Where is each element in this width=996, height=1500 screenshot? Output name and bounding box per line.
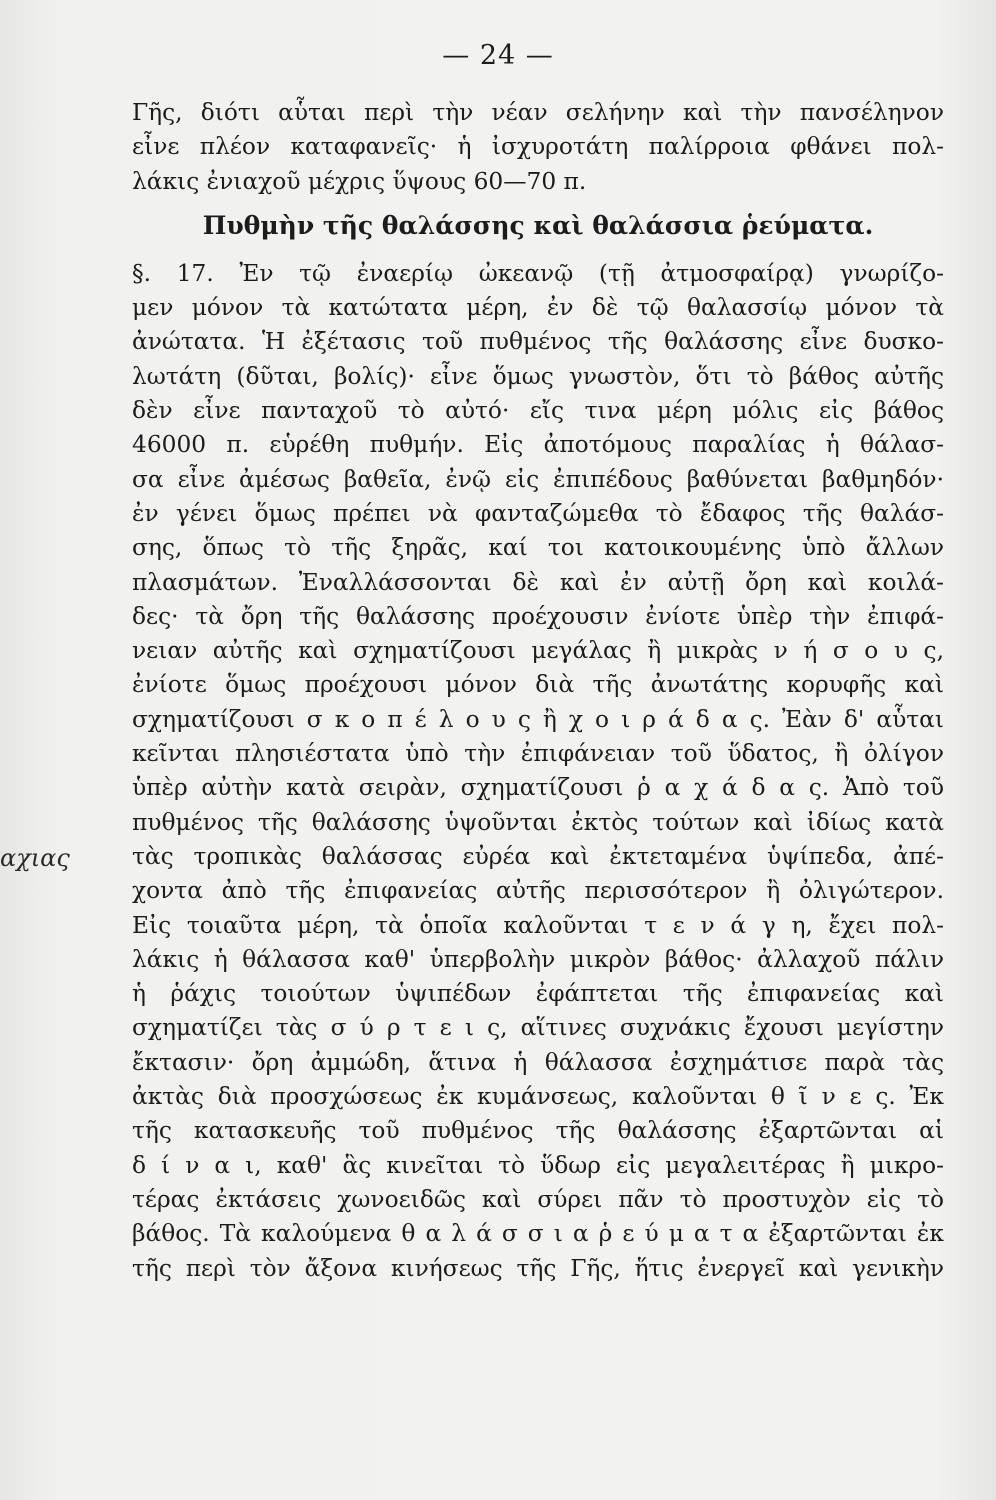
text-line: Γῆς, διότι αὗται περὶ τὴν νέαν σελήνην καὶ τὴν πανσέληνον: [132, 99, 944, 126]
page-body: [132, 96, 944, 1286]
text-line: σα εἶνε ἀμέσως βαθεῖα, ἐνῷ εἰς ἐπιπέδους βαθύνεται βαθμηδόν·: [132, 465, 944, 493]
text-line: λάκις ἐνιαχοῦ μέχρις ὕψους 60—70 π.: [132, 167, 587, 195]
section-heading: Πυθμὴν τῆς θαλάσσης καὶ θαλάσσια ῥεύματα.: [202, 210, 874, 240]
text-line: τέρας ἐκτάσεις χωνοειδῶς καὶ σύρει πᾶν τὸ προστυχὸν εἰς τὸ: [132, 1185, 944, 1213]
text-line: σης, ὅπως τὸ τῆς ξηρᾶς, καί τοι κατοικουμένης ὑπὸ ἄλλων: [132, 534, 944, 562]
text-line: ἀνώτατα. Ἡ ἐξέτασις τοῦ πυθμένος τῆς θαλάσσης εἶνε δυσκο-: [132, 328, 944, 356]
text-line: τὰς τροπικὰς θαλάσσας εὐρέα καὶ ἐκτεταμένα ὑψίπεδα, ἀπέ-: [132, 842, 944, 870]
text-line: εἶνε πλέον καταφανεῖς· ἡ ἰσχυροτάτη παλίρροια φθάνει πολ-: [132, 133, 944, 161]
text-line: λάκις ἡ θάλασσα καθ' ὑπερβολὴν μικρὸν βάθος· ἀλλαχοῦ πάλιν: [132, 945, 944, 973]
text-line: πλασμάτων. Ἐναλλάσσονται δὲ καὶ ἐν αὐτῇ ὄρη καὶ κοιλά-: [132, 568, 944, 596]
text-line: §. 17. Ἐν τῷ ἐναερίῳ ὠκεανῷ (τῇ ἀτμοσφαίρᾳ) γνωρίζο-: [132, 259, 944, 287]
text-line: κεῖνται πλησιέστατα ὑπὸ τὴν ἐπιφάνειαν τοῦ ὕδατος, ἢ ὀλίγον: [132, 740, 944, 768]
margin-handwritten-note: αχιας: [0, 844, 70, 872]
text-line: 46000 π. εὑρέθη πυθμήν. Εἰς ἀποτόμους παραλίας ἡ θάλασ-: [132, 431, 944, 459]
text-line: ἡ ῥάχις τοιούτων ὑψιπέδων ἐφάπτεται τῆς ἐπιφανείας καὶ: [132, 980, 944, 1008]
text-line: ἔκτασιν· ὄρη ἀμμώδη, ἅτινα ἡ θάλασσα ἐσχημάτισε παρὰ τὰς: [132, 1048, 944, 1076]
text-line: Εἰς τοιαῦτα μέρη, τὰ ὁποῖα καλοῦνται τ ε ν ά γ η, ἔχει πολ-: [132, 911, 944, 939]
text-line: νειαν αὐτῆς καὶ σχηματίζουσι μεγάλας ἢ μικρὰς ν ή σ ο υ ς,: [132, 637, 944, 665]
text-line: πυθμένος τῆς θαλάσσης ὑψοῦνται ἐκτὸς τούτων καὶ ἰδίως κατὰ: [132, 808, 944, 836]
text-line: σχηματίζουσι σ κ ο π έ λ ο υ ς ἢ χ ο ι ρ ά δ α ς. Ἐὰν δ' αὗται: [132, 705, 944, 733]
text-line: ἐν γένει ὅμως πρέπει νὰ φανταζώμεθα τὸ ἔδαφος τῆς θαλάσ-: [132, 499, 944, 527]
page-number: — 24 —: [442, 40, 554, 71]
text-line: ὑπὲρ αὐτὴν κατὰ σειρὰν, σχηματίζουσι ῥ α χ ά δ α ς. Ἀπὸ τοῦ: [132, 774, 944, 802]
text-line: ἐνίοτε ὅμως προέχουσι μόνον διὰ τῆς ἀνωτάτης κορυφῆς καὶ: [132, 671, 944, 699]
text-line: δ ί ν α ι, καθ' ἃς κινεῖται τὸ ὕδωρ εἰς μεγαλειτέρας ἢ μικρο-: [132, 1151, 944, 1179]
text-line: λωτάτη (δῦται, βολίς)· εἶνε ὅμως γνωστὸν, ὅτι τὸ βάθος αὐτῆς: [132, 362, 944, 390]
text-line: βάθος. Τὰ καλούμενα θ α λ ά σ σ ι α ῥ ε ύ μ α τ α ἐξαρτῶνται ἐκ: [132, 1220, 944, 1248]
text-line: δες· τὰ ὄρη τῆς θαλάσσης προέχουσιν ἐνίοτε ὑπὲρ τὴν ἐπιφά-: [132, 602, 944, 630]
text-line: ἀκτὰς διὰ προσχώσεως ἐκ κυμάνσεως, καλοῦνται θ ῖ ν ε ς. Ἐκ: [132, 1083, 944, 1111]
text-line: μεν μόνον τὰ κατώτατα μέρη, ἐν δὲ τῷ θαλασσίῳ μόνον τὰ: [132, 294, 944, 322]
text-line: χοντα ἀπὸ τῆς ἐπιφανείας αὐτῆς περισσότερον ἢ ὀλιγώτερον.: [132, 877, 944, 905]
text-line: σχηματίζει τὰς σ ύ ρ τ ε ι ς, αἵτινες συχνάκις ἔχουσι μεγίστην: [132, 1014, 944, 1042]
text-line: δὲν εἶνε πανταχοῦ τὸ αὐτό· εἴς τινα μέρη μόλις εἰς βάθος: [132, 397, 944, 425]
text-line: τῆς περὶ τὸν ἄξονα κινήσεως τῆς Γῆς, ἥτις ἐνεργεῖ καὶ γενικὴν: [132, 1254, 944, 1282]
text-line: τῆς κατασκευῆς τοῦ πυθμένος τῆς θαλάσσης ἐξαρτῶνται αἱ: [132, 1117, 944, 1145]
